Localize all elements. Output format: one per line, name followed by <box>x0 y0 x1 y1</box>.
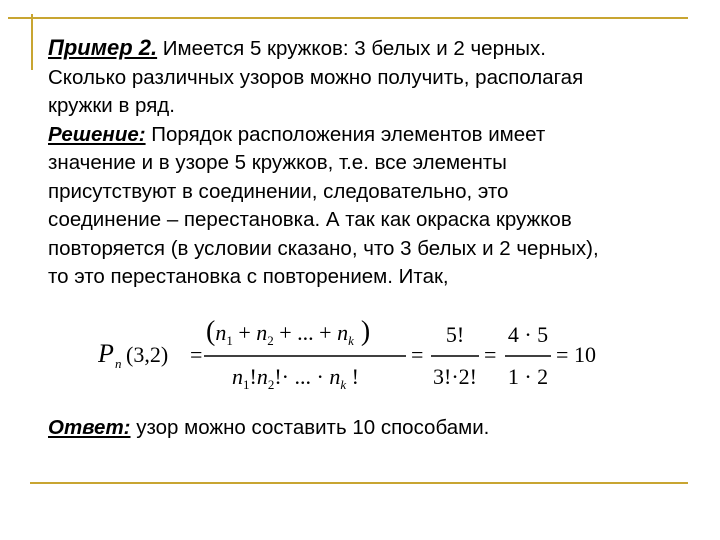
example-line-2: Сколько различных узоров можно получить, располагая <box>48 65 584 89</box>
formula-lhs-args: (3,2) <box>126 342 169 367</box>
formula-lhs-sub: n <box>115 356 122 371</box>
solution-text-1: Порядок расположения элементов имеет <box>145 122 546 146</box>
solution-line-1 <box>48 121 708 150</box>
formula-num-1: ($n_1 + n_2$ + ... + $n_k$ ) <box>206 316 371 348</box>
solution-line-3: присутствуют в соединении, следовательно, это <box>48 179 509 203</box>
solution-line-4: соединение – перестановка. А так как окраска кружков <box>48 208 572 231</box>
top-rule <box>8 17 688 19</box>
solution-line-2: значение и в узоре 5 кружков, т.е. все элементы <box>48 151 507 174</box>
example-text-1: Имеется 5 кружков: 3 белых и 2 черных. <box>157 37 546 60</box>
formula-result: 10 <box>574 342 596 367</box>
formula-den-3: 1 · 2 <box>507 364 549 389</box>
solution-label: Решение: <box>48 122 146 146</box>
left-accent-line <box>31 14 33 70</box>
formula-eq-2: = <box>411 342 424 367</box>
answer-text: узор можно составить 10 способами. <box>130 416 490 439</box>
formula-num-2: 5! <box>445 322 465 347</box>
formula-eq-3: = <box>484 342 497 367</box>
formula-den-2: 3!·2! <box>433 364 477 389</box>
example-line-1 <box>48 34 708 64</box>
formula-num-3: 4 · 5 <box>507 322 549 347</box>
answer-line <box>48 416 489 440</box>
permutation-formula <box>98 314 618 394</box>
example-line-3: кружки в ряд. <box>48 94 175 117</box>
solution-line-5: повторяется (в условии сказано, что 3 белых и 2 черных), <box>48 236 599 260</box>
example-label: Пример 2. <box>48 35 158 60</box>
formula-eq-1: = <box>190 342 203 367</box>
formula-den-1: $n_1!n_2!\cdot$ ... · $n_k$ ! <box>232 364 359 392</box>
formula-lhs-symbol: P <box>98 339 114 368</box>
bottom-rule <box>30 482 688 484</box>
formula-eq-4: = <box>556 342 569 367</box>
answer-label: Ответ: <box>48 416 131 439</box>
problem-text <box>48 34 708 292</box>
solution-line-6: то это перестановка с повторением. Итак, <box>48 265 449 288</box>
